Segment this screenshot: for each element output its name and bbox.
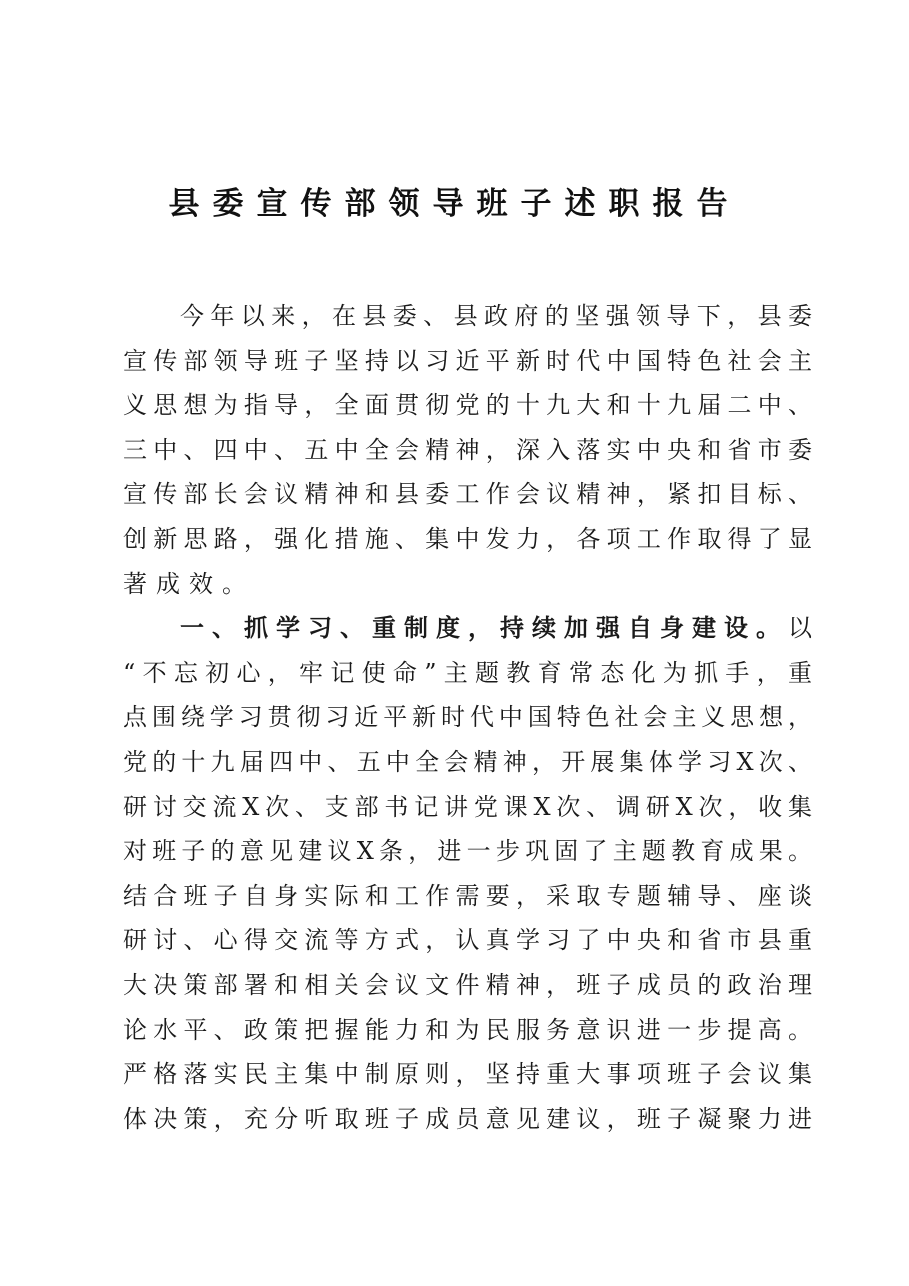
text-line: 今年以来，在县委、县政府的坚强领导下，县委 [180, 302, 813, 330]
text-line: “不忘初心，牢记使命”主题教育常态化为抓手，重 [123, 658, 813, 687]
text-line: 三中、四中、五中全会精神，深入落实中央和省市委 [123, 435, 813, 464]
document-body [123, 294, 813, 1141]
text-line: 论水平、政策把握能力和为民服务意识进一步提高。 [123, 1015, 813, 1044]
text-line: 大决策部署和相关会议文件精神，班子成员的政治理 [123, 970, 813, 999]
text-line: 点围绕学习贯彻习近平新时代中国特色社会主义思想， [123, 703, 813, 732]
text-line: 创新思路，强化措施、集中发力，各项工作取得了显 [123, 524, 813, 553]
text-line: 对班子的意见建议X条，进一步巩固了主题教育成果。 [123, 837, 813, 866]
document-title: 县委宣传部领导班子述职报告 [168, 186, 741, 222]
text-line: 党的十九届四中、五中全会精神，开展集体学习X次、 [123, 747, 813, 776]
paragraph-section-one [123, 606, 813, 1141]
text-line: 宣传部长会议精神和县委工作会议精神，紧扣目标、 [123, 480, 813, 509]
text-line: 严格落实民主集中制原则，坚持重大事项班子会议集 [123, 1060, 813, 1089]
section-heading: 一、抓学习、重制度，持续加强自身建设。 [180, 614, 788, 643]
text-line: 体决策，充分听取班子成员意见建议，班子凝聚力进 [123, 1104, 813, 1133]
text-line: 研讨、心得交流等方式，认真学习了中央和省市县重 [123, 926, 813, 955]
text-line: 义思想为指导，全面贯彻党的十九大和十九届二中、 [123, 391, 813, 420]
text-line: 著成效。 [123, 569, 255, 598]
section-heading-line [123, 606, 813, 651]
text-line: 宣传部领导班子坚持以习近平新时代中国特色社会主 [123, 346, 813, 375]
section-heading-rest: 以 [788, 614, 813, 643]
paragraph-intro [123, 294, 813, 606]
text-line: 研讨交流X次、支部书记讲党课X次、调研X次，收集 [123, 792, 813, 821]
text-line: 结合班子自身实际和工作需要，采取专题辅导、座谈 [123, 881, 813, 910]
